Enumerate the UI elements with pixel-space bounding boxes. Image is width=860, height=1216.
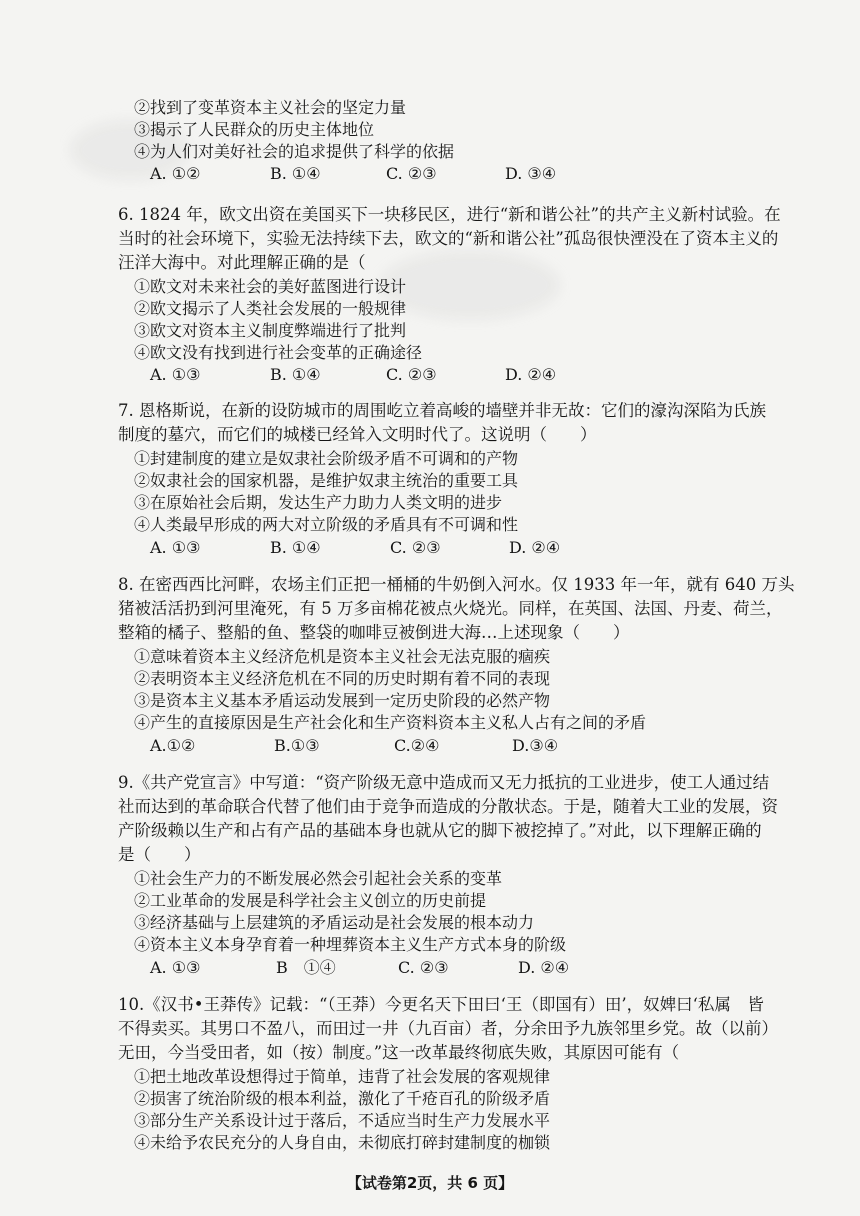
- q5-choice-a: A. ①②: [150, 164, 201, 183]
- q7-option-4: ④人类最早形成的两大对立阶级的矛盾具有不可调和性: [134, 515, 519, 534]
- page-footer: 【试卷第2页，共 6 页】: [346, 1174, 514, 1192]
- q9-choice-a: A. ①③: [150, 958, 201, 977]
- scan-smudge: [380, 250, 560, 320]
- q7-choice-a: A. ①③: [150, 538, 201, 557]
- q6-option-2: ②欧文揭示了人类社会发展的一般规律: [134, 299, 407, 318]
- q7-stem-line: 7. 恩格斯说，在新的设防城市的周围屹立着高峻的墙壁并非无故：它们的濠沟深陷为氏族: [118, 401, 766, 420]
- q6-choice-a: A. ①③: [150, 365, 201, 384]
- q8-choice-a: A.①②: [150, 736, 196, 755]
- q6-choice-c: C. ②③: [386, 365, 437, 384]
- q8-stem-line: 8. 在密西西比河畔，农场主们正把一桶桶的牛奶倒入河水。仅 1933 年一年，就有 640 万头: [118, 575, 795, 594]
- q7-choice-c: C. ②③: [390, 538, 441, 557]
- q8-option-4: ④产生的直接原因是生产社会化和生产资料资本主义私人占有之间的矛盾: [134, 713, 647, 732]
- q6-choice-d: D. ②④: [505, 365, 557, 384]
- q9-choice-c: C. ②③: [398, 958, 449, 977]
- q10-option-1: ①把土地改革设想得过于简单，违背了社会发展的客观规律: [134, 1067, 551, 1086]
- q9-stem-line: 是（ ）: [118, 845, 201, 864]
- q7-choice-d: D. ②④: [509, 538, 561, 557]
- q8-option-1: ①意味着资本主义经济危机是资本主义社会无法克服的痼疾: [134, 647, 551, 666]
- q10-stem-line: 不得卖买。其男口不盈八，而田过一井（九百亩）者，分余田予九族邻里乡党。故（以前）: [118, 1019, 778, 1038]
- q7-stem-line: 制度的墓穴，而它们的城楼已经耸入文明时代了。这说明（ ）: [118, 425, 597, 444]
- q5-choice-c: C. ②③: [386, 164, 437, 183]
- q5-choice-b: B. ①④: [270, 164, 321, 183]
- q6-option-1: ①欧文对未来社会的美好蓝图进行设计: [134, 277, 407, 296]
- q7-option-1: ①封建制度的建立是奴隶社会阶级矛盾不可调和的产物: [134, 449, 519, 468]
- q8-choice-c: C.②④: [394, 736, 440, 755]
- q9-stem-line: 9.《共产党宣言》中写道：“资产阶级无意中造成而又无力抵抗的工业进步，使工人通过结: [118, 773, 770, 792]
- q6-option-4: ④欧文没有找到进行社会变革的正确途径: [134, 343, 423, 362]
- q5-option-2: ②找到了变革资本主义社会的坚定力量: [134, 98, 407, 117]
- q8-option-3: ③是资本主义基本矛盾运动发展到一定历史阶段的必然产物: [134, 691, 551, 710]
- q7-option-3: ③在原始社会后期，发达生产力助力人类文明的进步: [134, 493, 503, 512]
- q10-option-3: ③部分生产关系设计过于落后，不适应当时生产力发展水平: [134, 1111, 551, 1130]
- q6-choice-b: B. ①④: [270, 365, 321, 384]
- q9-stem-line: 产阶级赖以生产和占有产品的基础本身也就从它的脚下被挖掉了。”对此，以下理解正确的: [118, 821, 762, 840]
- q8-stem-line: 猪被活活扔到河里淹死，有 5 万多亩棉花被点火烧光。同样，在英国、法国、丹麦、荷兰，: [118, 599, 783, 618]
- q5-option-3: ③揭示了人民群众的历史主体地位: [134, 120, 375, 139]
- q9-option-3: ③经济基础与上层建筑的矛盾运动是社会发展的根本动力: [134, 913, 535, 932]
- q9-option-4: ④资本主义本身孕育着一种埋葬资本主义生产方式本身的阶级: [134, 935, 567, 954]
- q6-option-3: ③欧文对资本主义制度弊端进行了批判: [134, 321, 407, 340]
- q9-stem-line: 社而达到的革命联合代替了他们由于竞争而造成的分散状态。于是，随着大工业的发展，资: [118, 797, 778, 816]
- q5-choice-d: D. ③④: [505, 164, 557, 183]
- q9-option-1: ①社会生产力的不断发展必然会引起社会关系的变革: [134, 869, 503, 888]
- q6-stem-line: 当时的社会环境下，实验无法持续下去，欧文的“新和谐公社”孤岛很快湮没在了资本主义的: [118, 229, 779, 248]
- q9-choice-b: B ①④: [276, 958, 336, 977]
- q10-option-4: ④未给予农民充分的人身自由，未彻底打碎封建制度的枷锁: [134, 1133, 551, 1152]
- q8-choice-d: D.③④: [512, 736, 559, 755]
- q7-option-2: ②奴隶社会的国家机器，是维护奴隶主统治的重要工具: [134, 471, 519, 490]
- q8-option-2: ②表明资本主义经济危机在不同的历史时期有着不同的表现: [134, 669, 551, 688]
- q10-stem-line: 10.《汉书•王莽传》记载：“（王莽）今更名天下田曰‘王（即国有）田’，奴婢曰‘私属 皆: [118, 995, 764, 1014]
- q7-choice-b: B. ①④: [270, 538, 321, 557]
- q5-option-4: ④为人们对美好社会的追求提供了科学的依据: [134, 142, 455, 161]
- q8-stem-line: 整箱的橘子、整船的鱼、整袋的咖啡豆被倒进大海…上述现象（ ）: [118, 623, 630, 642]
- q10-option-2: ②损害了统治阶级的根本利益，激化了千疮百孔的阶级矛盾: [134, 1089, 551, 1108]
- q8-choice-b: B.①③: [274, 736, 320, 755]
- q9-option-2: ②工业革命的发展是科学社会主义创立的历史前提: [134, 891, 487, 910]
- q10-stem-line: 无田，今当受田者，如（按）制度。”这一改革最终彻底失败，其原因可能有（: [118, 1043, 680, 1062]
- q6-stem-line: 汪洋大海中。对此理解正确的是（: [118, 253, 366, 272]
- q6-stem-line: 6. 1824 年，欧文出资在美国买下一块移民区，进行“新和谐公社”的共产主义新村试验。在: [118, 205, 781, 224]
- q9-choice-d: D. ②④: [518, 958, 570, 977]
